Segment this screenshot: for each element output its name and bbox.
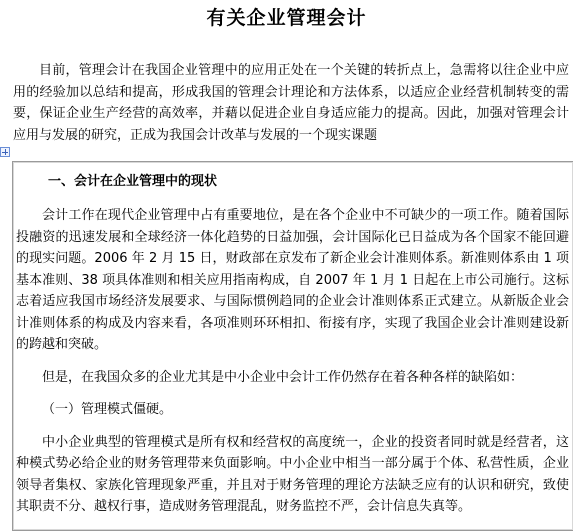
paragraph-accounting-role: 会计工作在现代企业管理中占有重要地位，是在各个企业中不可缺少的一项工作。随着国际投融资的迅速发展和全球经济一体化趋势的日益加强，会计国际化已日益成为各个国家不能回避的现实问题。2006 年 2 月 15 日，财政部在京发布了新企业会计准则体系。新准则体系由 1 项基本准则、38 项具体准则和相关应用指南构成，自 2007 年 1 月 1 日起在上市公司施行。这标志着适应我国市场经济发展要求、与国际惯例趋同的企业会计准则体系正式建立。从新版企业会计准则体系的构成及内容来看，各项准则环环相扣、衔接有序，实现了我国企业会计准则建设新的跨越和突破。 xyxy=(16,208,569,352)
paragraph-defects-intro: 但是，在我国众多的企业尤其是中小企业中会计工作仍然存在着各种各样的缺陷如： xyxy=(42,369,524,385)
table-cell[interactable] xyxy=(16,165,573,530)
document-title: 有关企业管理会计 xyxy=(206,7,367,29)
subheading-rigid-management: （一）管理模式僵硬。 xyxy=(42,402,173,417)
section-heading: 一、会计在企业管理中的现状 xyxy=(48,174,218,189)
content-table xyxy=(12,161,573,531)
paragraph-management-model: 中小企业典型的管理模式是所有权和经营权的高度统一，企业的投资者同时就是经营者，这种模式势必给企业的财务管理带来负面影响。中小企业中相当一部分属于个体、私营性质，企业领导者集权、家族化管理现象严重，并且对于财务管理的理论方法缺乏应有的认识和研究，致使其职责不分、越权行事，造成财务管理混乱，财务监控不严，会计信息失真等。 xyxy=(16,434,569,514)
intro-paragraph: 目前，管理会计在我国企业管理中的应用正处在一个关键的转折点上，急需将以往企业中应用的经验加以总结和提高，形成我国的管理会计理论和方法体系，以适应企业经营机制转变的需要，保证企业生产经营的高效率，并藉以促进企业自身适应能力的提高。因此，加强对管理会计应用与发展的研究，正成为我国会计改革与发展的一个现实课题 xyxy=(13,63,569,143)
table-move-handle-icon[interactable] xyxy=(0,147,10,157)
